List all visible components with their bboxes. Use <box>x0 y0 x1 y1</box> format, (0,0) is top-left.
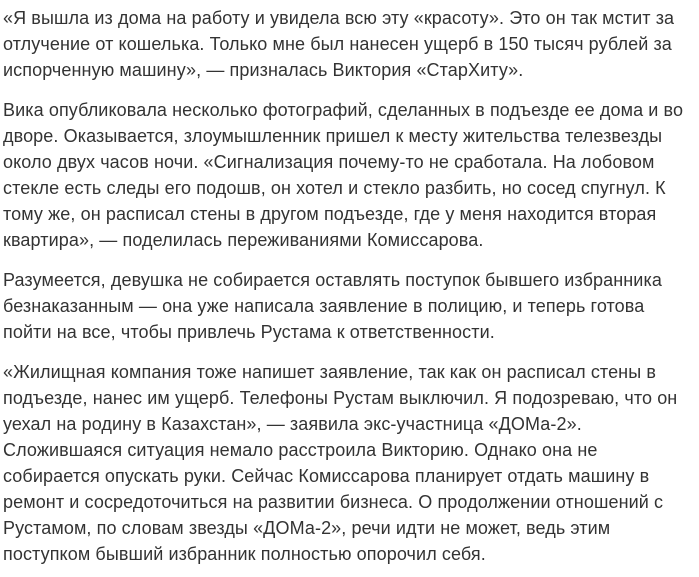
article-paragraph: «Жилищная компания тоже напишет заявление, так как он расписал стены в подъезде, нанес им ущерб. Телефоны Рустам выключил. Я подозреваю, что он уехал на родину в Казахстан», — заявила экс-участница «ДОМа-2». <box>3 362 678 434</box>
article-paragraph: Сложившаяся ситуация немало расстроила Викторию. Однако она не собирается опускать руки. Сейчас Комиссарова планирует отдать машину в ремонт и сосредоточиться на развитии бизнеса. О продолжении отношений с Рустамом, по словам звезды «ДОМа-2», речи идти не может, ведь этим поступком бывший избранник полностью опорочил себя. <box>3 440 664 564</box>
article-paragraph: Разумеется, девушка не собирается оставлять поступок бывшего избранника безнаказанным — она уже написала заявление в полицию, и теперь готова пойти на все, чтобы привлечь Рустама к ответственности. <box>3 270 662 342</box>
article-paragraph: Вика опубликовала несколько фотографий, сделанных в подъезде ее дома и во дворе. Оказывается, злоумышленник пришел к месту жительства телезвезды около двух часов ночи. «Сигнализация почему-то не сработала. На лобовом стекле есть следы его подошв, он хотел и стекло разбить, но сосед спугнул. К тому же, он расписал стены в другом подъезде, где у меня находится вторая квартира», — поделилась переживаниями Комиссарова. <box>3 100 684 250</box>
article-paragraph: «Я вышла из дома на работу и увидела всю эту «красоту». Это он так мстит за отлучение от кошелька. Только мне был нанесен ущерб в 150 тысяч рублей за испорченную машину», — призналась Виктория «СтарХиту». <box>3 8 675 80</box>
